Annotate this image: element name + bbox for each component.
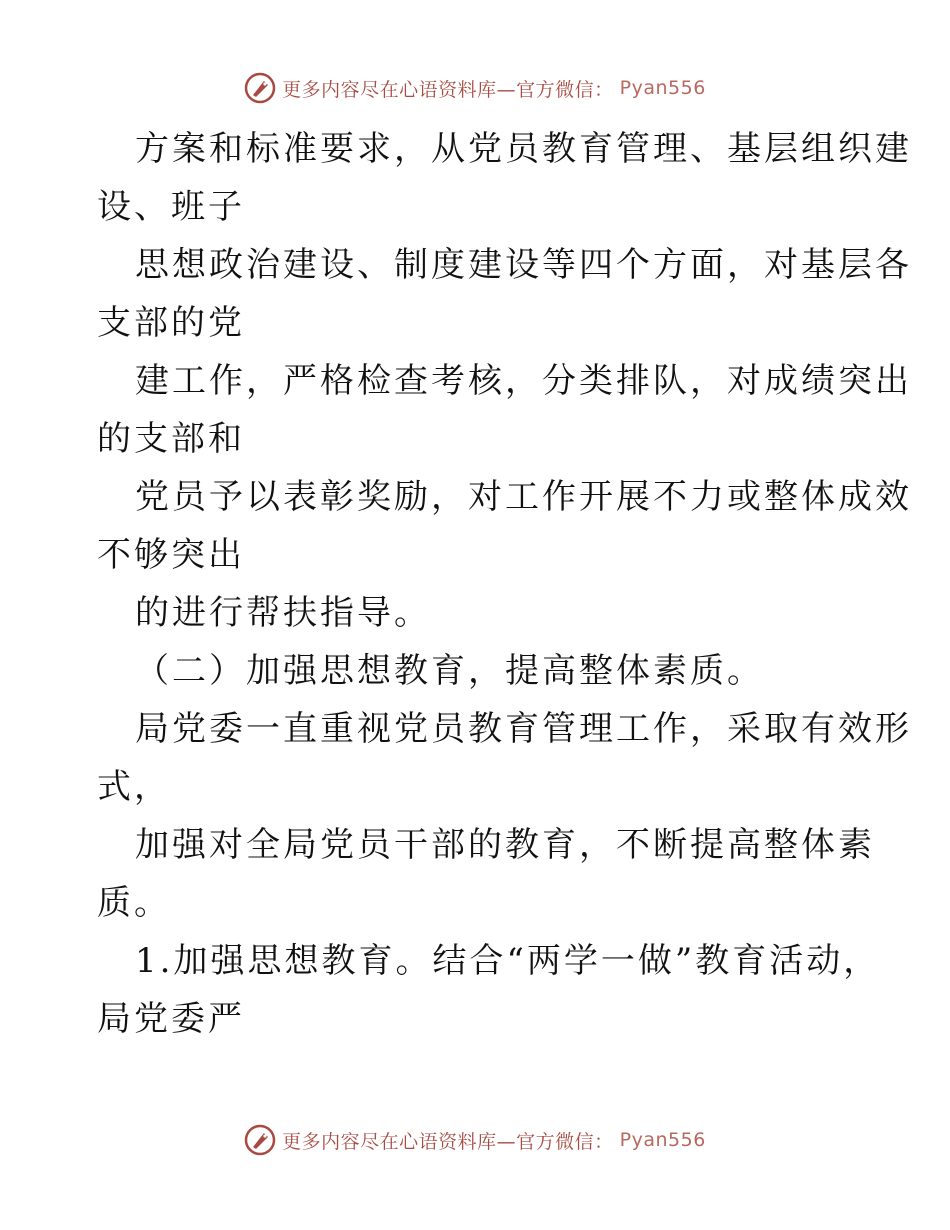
text-line: 建工作，严格检查考核，分类排队，对成绩突出 <box>135 361 912 401</box>
text-line: 的支部和 <box>97 419 245 459</box>
document-body <box>97 120 912 1048</box>
text-line: 局党委严 <box>97 999 245 1039</box>
text-line: 的进行帮扶指导。 <box>135 593 431 633</box>
footer-watermark <box>0 1124 950 1156</box>
section-heading: （二）加强思想教育，提高整体素质。 <box>135 651 764 691</box>
text-line: 局党委一直重视党员教育管理工作，采取有效形 <box>135 709 912 749</box>
text-line: 不够突出 <box>97 535 245 575</box>
pen-nib-logo-icon <box>244 72 276 104</box>
text-line: 思想政治建设、制度建设等四个方面，对基层各 <box>135 245 912 285</box>
watermark-id: Pyan556 <box>619 1129 706 1151</box>
text-line: 支部的党 <box>97 303 245 343</box>
text-line: 质。 <box>97 883 171 923</box>
text-line: 式， <box>97 767 171 807</box>
text-line: 党员予以表彰奖励，对工作开展不力或整体成效 <box>135 477 912 517</box>
watermark-text: 更多内容尽在心语资料库—官方微信： <box>282 78 614 101</box>
text-line: 加强对全局党员干部的教育，不断提高整体素 <box>135 825 875 865</box>
text-line: 1.加强思想教育。结合“两学一做”教育活动， <box>135 941 881 981</box>
text-line: 方案和标准要求，从党员教育管理、基层组织建 <box>135 129 912 169</box>
watermark-id: Pyan556 <box>619 77 706 99</box>
watermark-text: 更多内容尽在心语资料库—官方微信： <box>282 1130 614 1153</box>
pen-nib-logo-icon <box>244 1124 276 1156</box>
text-line: 设、班子 <box>97 187 245 227</box>
header-watermark <box>0 72 950 104</box>
